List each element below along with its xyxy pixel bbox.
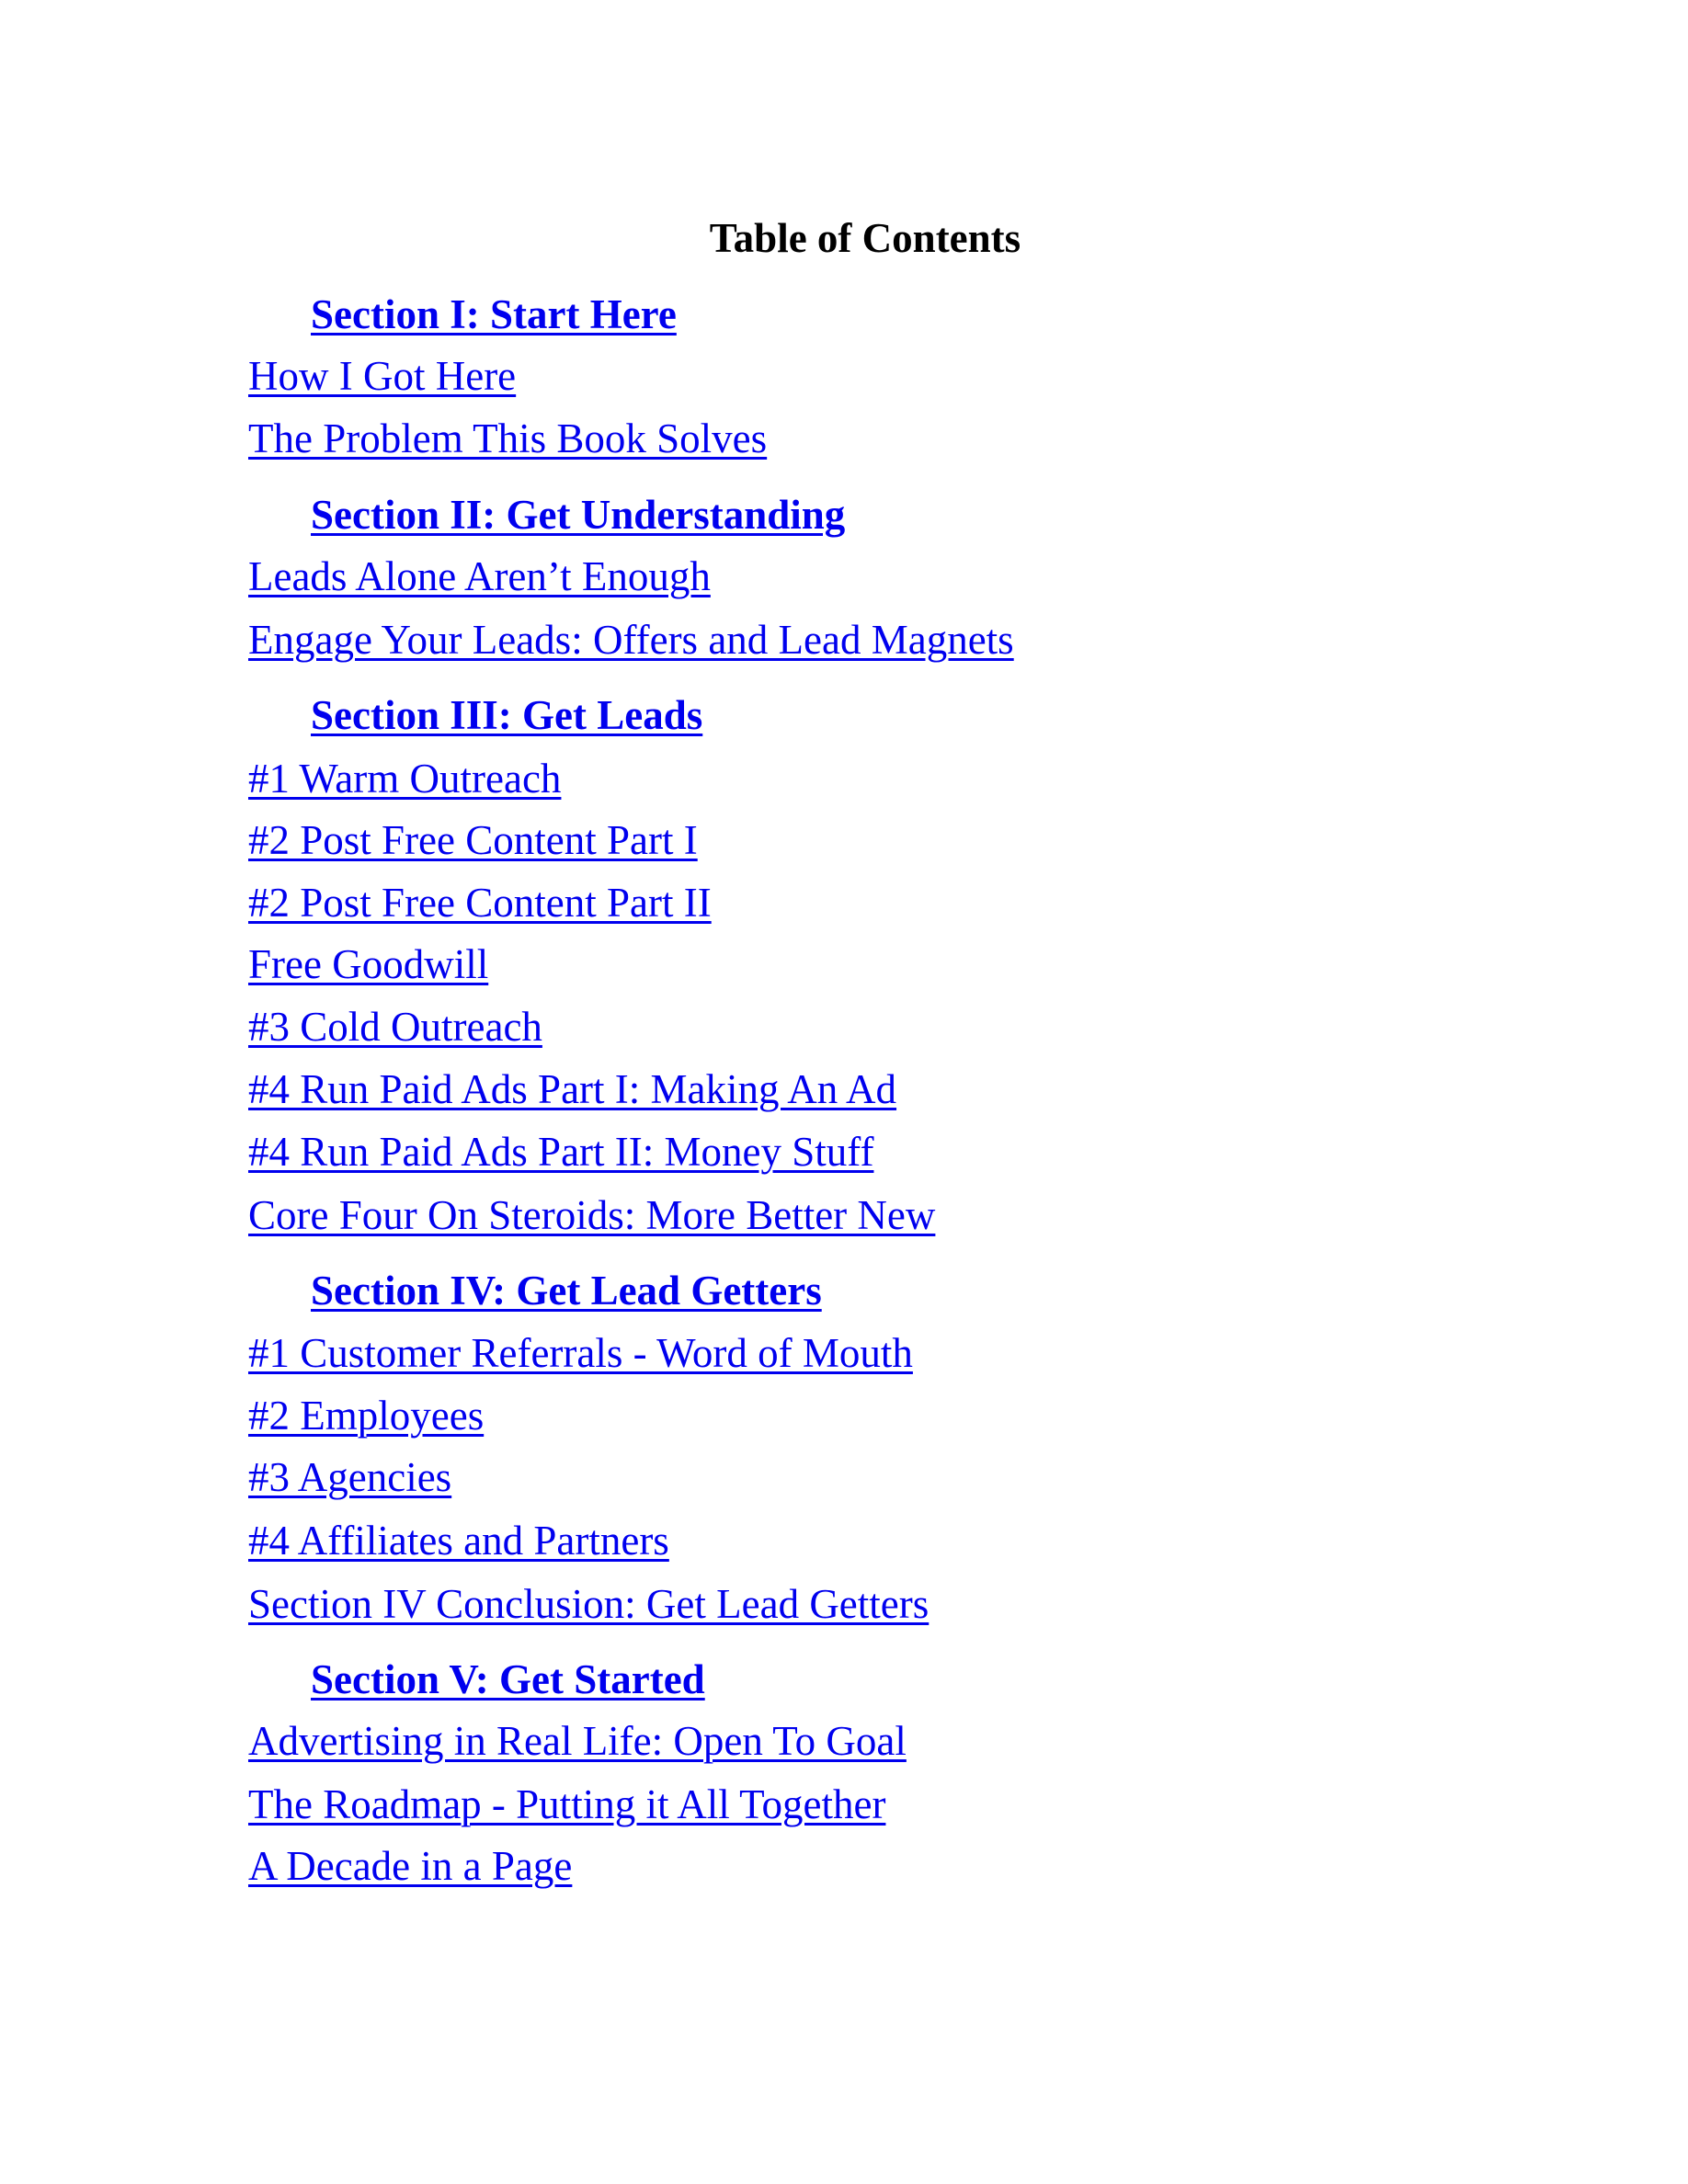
toc-entry[interactable]: Advertising in Real Life: Open To Goal <box>248 1718 907 1764</box>
toc-entry[interactable]: The Roadmap - Putting it All Together <box>248 1781 886 1827</box>
toc-entry[interactable]: #2 Employees <box>248 1393 485 1439</box>
page-title: Table of Contents <box>709 215 1021 261</box>
toc-entry[interactable]: #2 Post Free Content Part II <box>248 880 712 926</box>
toc-entry[interactable]: #3 Agencies <box>248 1454 452 1500</box>
toc-entry[interactable]: #1 Customer Referrals - Word of Mouth <box>248 1330 913 1376</box>
toc-entry[interactable]: #1 Warm Outreach <box>248 756 562 802</box>
toc-entry[interactable]: #4 Run Paid Ads Part II: Money Stuff <box>248 1129 874 1175</box>
toc-entry[interactable]: #3 Cold Outreach <box>248 1004 542 1050</box>
toc-entry[interactable]: A Decade in a Page <box>248 1843 573 1889</box>
toc-section-3-heading[interactable]: Section III: Get Leads <box>311 692 703 738</box>
toc-entry[interactable]: Section IV Conclusion: Get Lead Getters <box>248 1581 930 1627</box>
toc-entry[interactable]: #4 Run Paid Ads Part I: Making An Ad <box>248 1066 897 1112</box>
toc-entry[interactable]: Core Four On Steroids: More Better New <box>248 1192 936 1238</box>
toc-entry[interactable]: Engage Your Leads: Offers and Lead Magnets <box>248 617 1014 663</box>
toc-section-4-heading[interactable]: Section IV: Get Lead Getters <box>311 1268 822 1314</box>
toc-entry[interactable]: Free Goodwill <box>248 941 489 987</box>
toc-entry[interactable]: How I Got Here <box>248 353 517 399</box>
toc-section-5-heading[interactable]: Section V: Get Started <box>311 1656 705 1702</box>
toc-section-2-heading[interactable]: Section II: Get Understanding <box>311 492 846 538</box>
toc-entry[interactable]: #4 Affiliates and Partners <box>248 1518 669 1564</box>
toc-entry[interactable]: #2 Post Free Content Part I <box>248 817 698 863</box>
toc-section-1-heading[interactable]: Section I: Start Here <box>311 291 677 337</box>
toc-entry[interactable]: Leads Alone Aren’t Enough <box>248 553 711 599</box>
toc-entry[interactable]: The Problem This Book Solves <box>248 415 768 461</box>
